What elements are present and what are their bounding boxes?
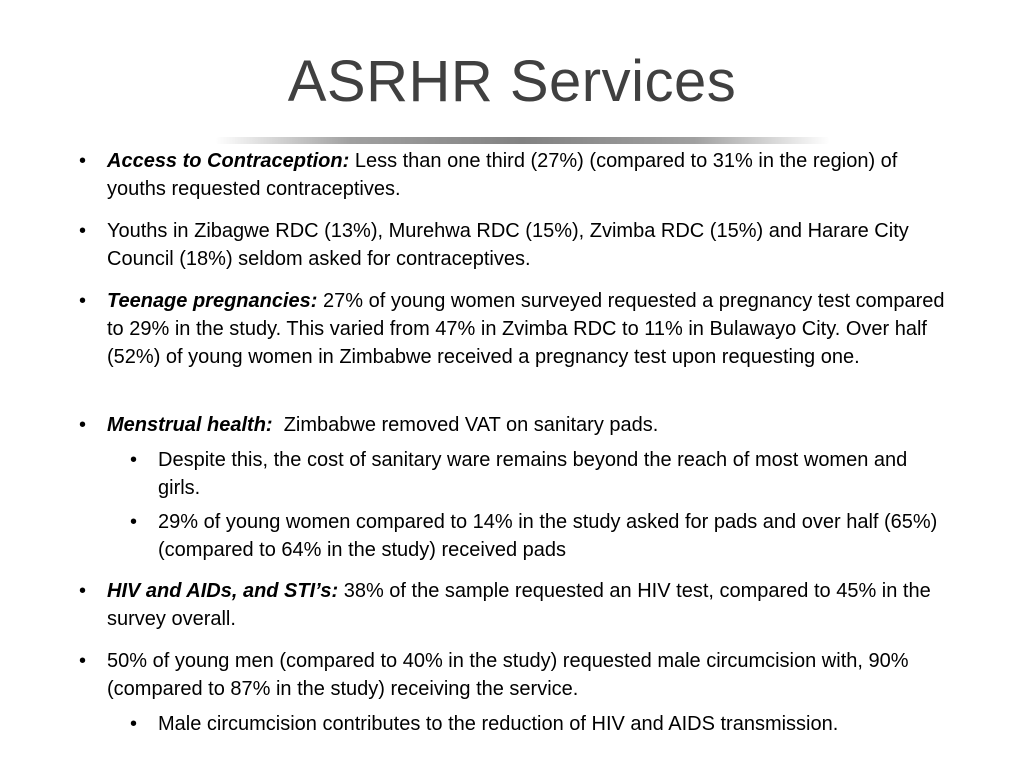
sub-bullet-icon: • — [130, 449, 138, 471]
sub-bullet-text: 29% of young women compared to 14% in the study asked for pads and over half (65%) (compared to 64% in the study) received pads — [158, 511, 938, 561]
bullet-body: Youths in Zibagwe RDC (13%), Murehwa RDC (15%), Zvimba RDC (15%) and Harare City Council (18%) seldom asked for contraceptives. — [107, 220, 909, 270]
sub-bullet-circumcision-hiv — [130, 710, 940, 738]
bullet-hiv-aids-sti — [79, 577, 949, 633]
bullet-text — [107, 411, 949, 439]
sub-bullet-icon: • — [130, 511, 138, 533]
sub-bullet-text: Male circumcision contributes to the reduction of HIV and AIDS transmission. — [158, 713, 839, 735]
bullet-icon: • — [79, 150, 87, 172]
bullet-label: Access to Contraception: — [107, 150, 350, 172]
bullet-body: 50% of young men (compared to 40% in the study) requested male circumcision with, 90% (compared to 87% in the study) receiving the service. — [107, 650, 909, 700]
bullet-label: Teenage pregnancies: — [107, 290, 318, 312]
bullet-body: 38% of the sample requested an HIV test, compared to 45% in the survey overall. — [107, 580, 931, 630]
bullet-text — [107, 147, 949, 203]
bullet-label: HIV and AIDs, and STI’s: — [107, 580, 339, 602]
bullet-icon: • — [79, 290, 87, 312]
bullet-access-to-contraception — [79, 147, 949, 203]
bullet-male-circumcision — [79, 647, 949, 703]
sub-bullet-pads-requested — [130, 508, 940, 564]
slide-title: ASRHR Services — [287, 49, 737, 114]
bullet-teenage-pregnancies — [79, 287, 949, 371]
bullet-youths-contraceptives — [79, 217, 949, 273]
sub-bullet-sanitary-cost — [130, 446, 940, 502]
bullet-body: 27% of young women surveyed requested a pregnancy test compared to 29% in the study. This varied from 47% in Zvimba RDC to 11% in Bulawayo City. Over half (52%) of young women in Zimbabwe received a pregnancy test upon requesting one. — [107, 290, 945, 368]
bullet-icon: • — [79, 220, 87, 242]
bullet-icon: • — [79, 580, 87, 602]
bullet-menstrual-health — [79, 411, 949, 439]
sub-bullet-text: Despite this, the cost of sanitary ware remains beyond the reach of most women and girls. — [158, 449, 908, 499]
bullet-icon: • — [79, 650, 87, 672]
sub-bullet-icon: • — [130, 713, 138, 735]
bullet-text — [107, 287, 949, 371]
bullet-text — [107, 577, 949, 633]
bullet-body: Less than one third (27%) (compared to 31% in the region) of youths requested contraceptives. — [107, 150, 898, 200]
bullet-label: Menstrual health: — [107, 414, 273, 436]
bullet-icon: • — [79, 414, 87, 436]
bullet-body: Zimbabwe removed VAT on sanitary pads. — [272, 414, 659, 436]
